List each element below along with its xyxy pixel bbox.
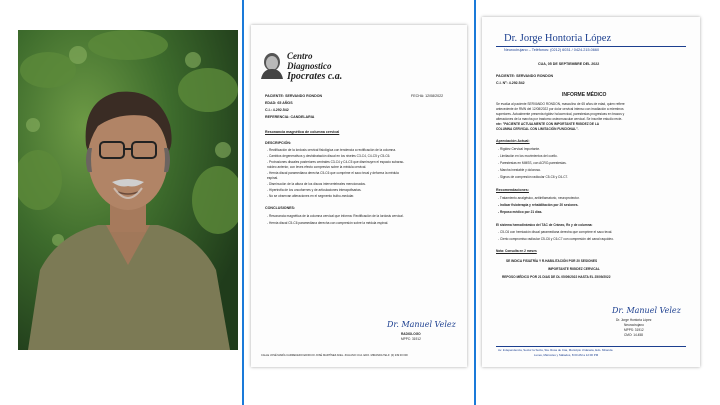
patient-id: C.I. Nº: 4.292.542 [496, 81, 525, 85]
divider-right [474, 0, 476, 405]
body-line: superiores. Actualmente presenta rigidez holocervical, parestesias progresivas en brazos y [496, 112, 625, 116]
conclusion-item: - Resonancia magnética de la columna cervical que informa: Rectificación de la lordosis cervical. [267, 214, 404, 218]
signer-name: Dr. Jorge Hontoria López [616, 318, 652, 322]
description-item: - Cambios degenerativos y deshidratación discal en los niveles C3-C4, C4-C5 y C5-C6. [267, 154, 391, 158]
signer-license: MPPC: 31912 [401, 337, 421, 341]
signature: Dr. Manuel Velez [387, 320, 456, 329]
body-line: alteraciones de la marcha por trastorno osteomuscular cervical. Se inscribe estudio recie- [496, 117, 623, 121]
patient-photo [18, 30, 238, 350]
conclusion-item: - Hernia discal C5-C6 paramediana derecha con compresión sobre la médula espinal. [267, 221, 389, 225]
signer-role: RADIOLOGO [401, 332, 421, 336]
description-item: - Protrusiones discales posteriores centrales C3-C4 y C4-C5 que disminuyen el espacio subarac- [267, 160, 405, 164]
report-date: FECHA: 12/08/2022 [411, 94, 444, 98]
logo-portrait-icon [259, 51, 285, 79]
signer-license: MPPS: 31912 [624, 328, 644, 332]
appreciation-item: - Signos de compresión radicular C5-C6 y C6-C7. [498, 175, 569, 179]
indication-line: SE INDICA FISIATRÍA Y R.HABILITACIÓN POR 20 SESIONES [506, 259, 598, 263]
indication-line: IMPORTANTE RIGIDEZ CERVICAL [548, 267, 600, 271]
recommendations-header: Recomendaciones: [496, 188, 529, 192]
logo-line-3: Ipocrates c.a. [287, 71, 343, 82]
medical-report-document [482, 17, 700, 367]
header-rule [496, 46, 686, 47]
footer-hours: Lunes, Miércoles y Sábados, 8:00 AM a 12:00 PM [534, 353, 599, 357]
specialty-phone: Neurocirujano – Teléfonos: (0212) 6031 / 0424.215.0660 [504, 48, 600, 52]
mri-report-document [251, 25, 467, 367]
description-header: DESCRIPCIÓN: [265, 141, 292, 145]
patient-photo-illustration [18, 30, 238, 350]
description-item: noideo anterior, con leves efecto compresivo sobre la médula cervical. [267, 165, 367, 169]
description-item: espinal. [267, 176, 278, 180]
patient-name: PACIENTE: SERVANDO RONDON [496, 74, 554, 78]
tac-item: - C5-C6 con herniación discal paramediana derecha que comprime el saco tecal. [498, 230, 613, 234]
description-item: - Disminución de la altura de los discos intervertebrales mencionados. [267, 182, 366, 186]
footer-address: Av. Independencia, Sector la Suiza, Sta. Rosa de Cúa, Municipio Urdaneta, Edo. Miranda [498, 348, 613, 352]
signer-role: Neurocirujano [624, 323, 644, 327]
recommendation-item: - Indicar fisioterapia y rehabilitación por 20 sesiones. [498, 203, 579, 207]
place-date: CUA, 05 DE SEPTIEMBRE DEL 2022 [538, 62, 600, 66]
appreciation-header: Apreciación Actual: [496, 139, 530, 143]
body-line: antecedente de RMN del 12/08/2022 por dolor cervical intenso con irradiación a miembros [496, 107, 624, 111]
patient-id: C.I.: 4.292.542 [265, 108, 289, 112]
logo-line-2: Diagnostico [287, 61, 332, 71]
divider-left [242, 0, 244, 405]
study-title: Resonancia magnética de columna cervical [265, 130, 340, 134]
appreciation-item: - Limitación en los movimientos del cuello. [498, 154, 558, 158]
recommendation-item: - Reposo médico por 21 días. [498, 210, 543, 214]
doctor-name-header: Dr. Jorge Hontoria López [504, 33, 612, 44]
body-line: nte: "PACIENTE ACTUALMENTE CON IMPORTANTE RIGIDEZ DE LA [496, 122, 600, 126]
appreciation-item: - Parestesias en MMSS, con ACRO-parestesias. [498, 161, 567, 165]
tac-header: El sistema hemodinámico del TAC de Cráneo, Rx y de columna: [496, 223, 593, 227]
recommendation-item: - Tratamiento analgésico, antiinflamatorio, neuroprotector. [498, 196, 580, 200]
description-item: - Hipertrofia de los uncoforrnes y de articulaciones interapofisarias. [267, 188, 362, 192]
referral: REFERENCIA: CANDELARIA [265, 115, 315, 119]
signature: Dr. Manuel Velez [612, 306, 681, 315]
conclusions-header: CONCLUSIONES: [265, 206, 296, 210]
report-title: INFORME MÉDICO [562, 92, 607, 98]
description-item: - No se observan alteraciones en el segmento bulbo-medular. [267, 194, 354, 198]
body-line: COLUMNA CERVICAL CON LIMITACIÓN FUNCIONAL". [496, 127, 579, 131]
tac-item: - Cierto compromiso radicular C5-C6 y C6-C7 con compresión del canal raquídeo. [498, 237, 614, 241]
patient-age: EDAD: 65 AÑOS [265, 101, 293, 105]
patient-name: PACIENTE: SERVANDO RONDON [265, 94, 323, 98]
body-line: Se evalúa al paciente SERVANDO RONDON, masculino de 65 años de edad, quien refiere [496, 102, 625, 106]
description-item: - Hernia discal paramediana derecha C5-C6 que comprime el saco tecal y deforma la médula [267, 171, 399, 175]
appreciation-item: - Marcha inestable y dolorosa. [498, 168, 541, 172]
footer-address: CALLE JOSÉ MARÍA CARRECEDO EDIFICIO JOSÉ MARTÍNEZ AVEL. ZULIANO CCA. EDO. MIRANDA TELF: (0) 239 00 000 [261, 354, 408, 357]
followup-note: Nota: Consulta en 2 meses [496, 249, 537, 253]
signer-cmo: CMO: 14.458 [624, 333, 643, 337]
indication-line: REPOSO MÉDICO POR 21 DIAS DE DL 05/09/2022 HASTA EL 25/09/2022 [502, 275, 611, 279]
logo-line-1: Centro [287, 51, 313, 61]
footer-rule [496, 346, 686, 347]
appreciation-item: - Rigidez Cervical Importante. [498, 147, 540, 151]
description-item: - Rectificación de la lordosis cervical fisiológica con tendencia a rectificación de la columna. [267, 148, 396, 152]
